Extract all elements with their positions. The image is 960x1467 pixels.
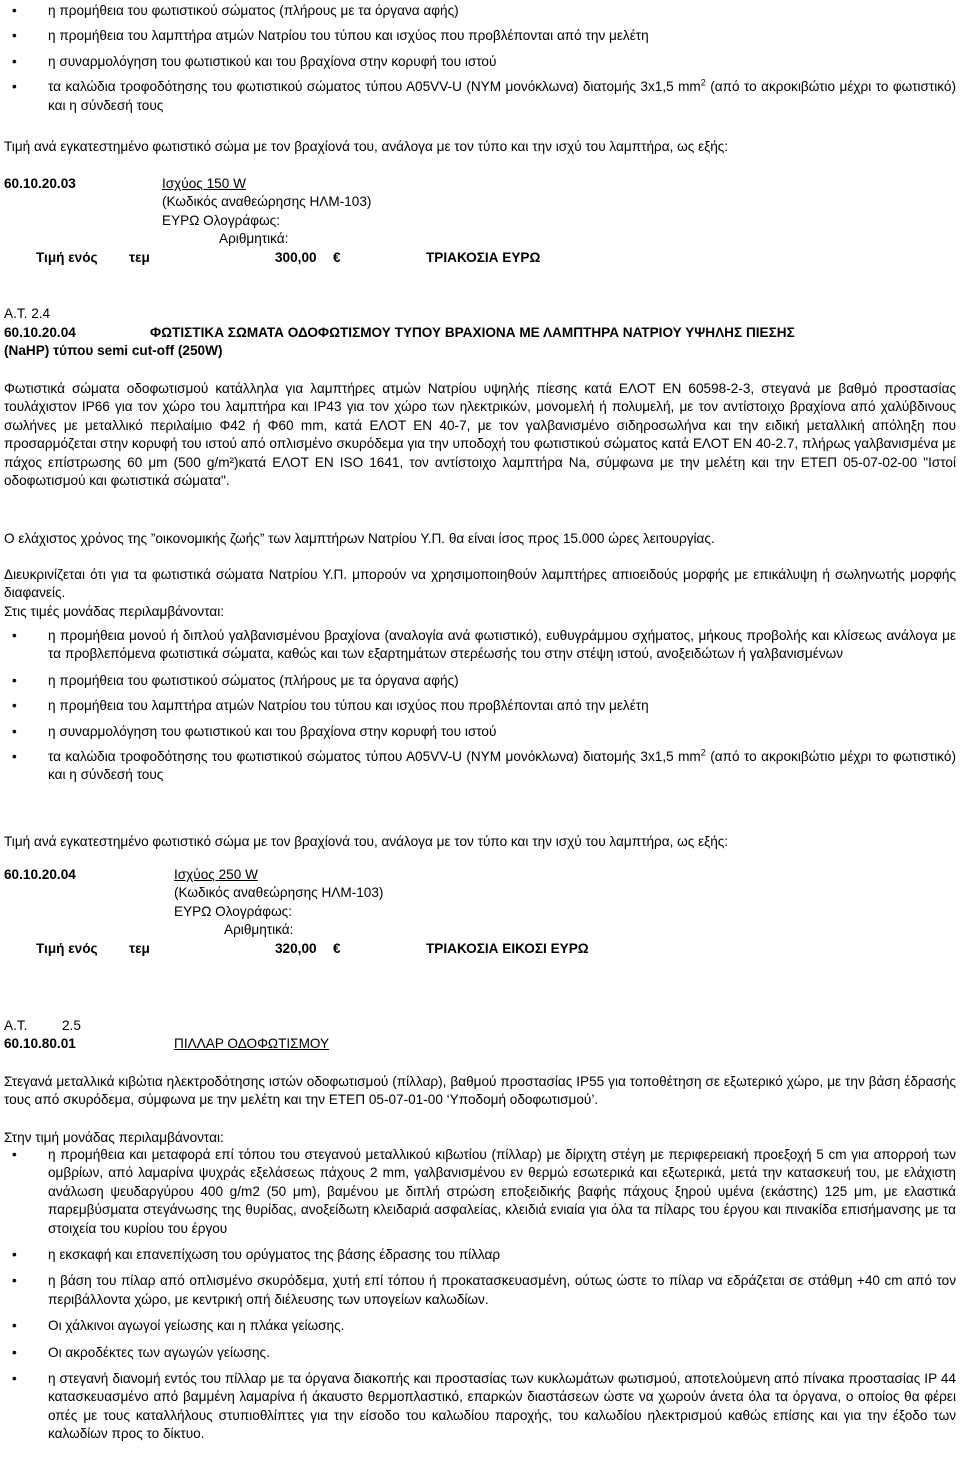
amount-words: ΤΡΙΑΚΟΣΙΑ ΕΥΡΩ	[426, 249, 541, 265]
includes-label-3: Στην τιμή μονάδας περιλαμβάνονται:	[4, 1130, 224, 1145]
includes-label: Στις τιμές μονάδας περιλαμβάνονται:	[4, 604, 225, 619]
revision-code: (Κωδικός αναθεώρησης ΗΛΜ-103)	[162, 194, 372, 210]
list-item: • η προμήθεια του φωτιστικού σώματος (πλήρους με τα όργανα αφής)	[4, 2, 956, 20]
article-3-description: Στεγανά μεταλλικά κιβώτια ηλεκτροδότησης ιστών οδοφωτισμού (πίλλαρ), βαθμού προστασίας IP55 για τοποθέτηση σε εξωτερικό χώρο, με την βάση έδρασής τους από σκυρόδεμα, σύμφωνα με την μελέτη και την ΕΤΕΠ 05-07-01-00 ‘Υποδομή οδοφωτισμού’.	[4, 1074, 956, 1108]
article-number-value: 2.5	[62, 1018, 81, 1033]
numeric-label: Αριθμητικά:	[224, 922, 294, 938]
list-item: • η προμήθεια μονού ή διπλού γαλβανισμένου βραχίονα (αναλογία ανά φωτιστικό), ευθυγράμμου σχήματος, μήκους προβολής και κλίσεως ανάλογα με τα προβλεπόμενα φωτιστικά σώματα, καθώς και των εξαρτημάτων στερέωσής του στην στέψη ιστού, ανοξειδώτων ή γαλβανισμένων	[12, 628, 956, 662]
euro-icon: €	[333, 249, 341, 265]
bullet-icon: •	[12, 1247, 17, 1263]
amount: 300,00	[275, 249, 317, 265]
item-code: 60.10.20.04	[4, 325, 76, 340]
price-intro: Τιμή ανά εγκατεστημένο φωτιστικό σώμα με τον βραχίονά του, ανάλογα με τον τύπο και την ισχύ του λαμπτήρα, ως εξής:	[4, 139, 729, 154]
article-title: ΠΙΛΛΑΡ ΟΔΟΦΩΤΙΣΜΟΥ	[174, 1036, 330, 1052]
bullet-icon: •	[12, 28, 17, 44]
list-item: • Οι ακροδέκτες των αγωγών γείωσης.	[4, 1344, 956, 1362]
list-item: • τα καλώδια τροφοδότησης του φωτιστικού σώματος τύπου Α05VV-U (ΝΥΜ μονόκλωνα) διατομής 3x1,5 $mm^2$ (από το ακροκιβώτιο μέχρι το φωτιστικό) και η σύνδεσή τους	[12, 747, 956, 783]
list-item: • η προμήθεια του φωτιστικού σώματος (πλήρους με τα όργανα αφής)	[4, 672, 956, 690]
numeric-label: Αριθμητικά:	[219, 231, 289, 247]
article-2-bullets	[4, 627, 956, 785]
unit-price-label: Τιμή ενός	[36, 249, 98, 265]
price-item-150w	[4, 175, 956, 267]
article-title: ΦΩΤΙΣΤΙΚΑ ΣΩΜΑΤΑ ΟΔΟΦΩΤΙΣΜΟΥ ΤΥΠΟΥ ΒΡΑΧΙΟΝΑ ΜΕ ΛΑΜΠΤΗΡΑ ΝΑΤΡΙΟΥ ΥΨΗΛΗΣ ΠΙΕΣΗΣ	[150, 325, 795, 340]
bullet-icon: •	[12, 1147, 17, 1162]
item-power: Ισχύος 150 W	[162, 176, 246, 191]
article-title-cont: (NaHP) τύπου semi cut-off (250W)	[4, 343, 223, 359]
bullet-icon: •	[12, 672, 17, 688]
amount-words: ΤΡΙΑΚΟΣΙΑ ΕΙΚΟΣΙ ΕΥΡΩ	[426, 940, 589, 956]
clarification: Διευκρινίζεται ότι για τα φωτιστικά σώματα Νατρίου Υ.Π. μπορούν να χρησιμοποιηθούν λαμπτήρες απιοειδούς μορφής με επικάλυψη ή σωληνωτής μορφής διαφανείς.	[4, 567, 956, 601]
item-code: 60.10.20.03	[4, 176, 76, 191]
bullet-icon: •	[12, 1318, 17, 1334]
item-code: 60.10.20.04	[4, 867, 76, 882]
article-3-title	[4, 1017, 956, 1054]
words-label: ΕΥΡΩ Ολογράφως:	[162, 212, 281, 228]
list-item: • τα καλώδια τροφοδότησης του φωτιστικού σώματος τύπου Α05VV-U (ΝΥΜ μονόκλωνα) διατομής 3x1,5 $mm^2$ (από το ακροκιβώτιο μέχρι το φωτιστικό) και η σύνδεσή τους	[12, 77, 956, 113]
bullet-icon: •	[12, 698, 17, 714]
bullet-icon: •	[12, 1273, 17, 1289]
item-code: 60.10.80.01	[4, 1036, 76, 1052]
bullet-icon: •	[12, 1371, 17, 1387]
article-2-title	[4, 324, 956, 361]
article-number: Α.Τ. 2.4	[4, 306, 51, 321]
list-item: • η βάση του πίλαρ από οπλισμένο σκυρόδεμα, χυτή επί τόπου ή προκατασκευασμένη, ούτως ώστε το πίλαρ να εδράζεται σε στάθμη +40 cm από τον περιβάλλοντα χώρο, με κεντρική οπή διέλευσης των υπογείων καλωδίων.	[12, 1273, 956, 1307]
bullet-icon: •	[12, 628, 17, 643]
article-number: Α.Τ.	[4, 1018, 28, 1033]
economic-life: Ο ελάχιστος χρόνος της ”οικονομικής ζωής” των λαμπτήρων Νατρίου Υ.Π. θα είναι ίσος προς 15.000 ώρες λειτουργίας.	[4, 531, 715, 546]
article-3-bullets	[4, 1146, 956, 1444]
article-2-description: Φωτιστικά σώματα οδοφωτισμού κατάλληλα για λαμπτήρες ατμών Νατρίου υψηλής πίεσης κατά ΕΛΟΤ ΕΝ 60598-2-3, στεγανά με βαθμό προστασίας τουλάχιστον IP66 για τον χώρο του λαμπτήρα και IP43 για τον χώρο των ηλεκτρικών, μονομελή ή πολυμελή, με τον αντίστοιχο βραχίονα από χαλύβδινους σωλήνες με μεταλλικό περιλαίμιο Φ42 ή Φ60 mm, κατά ΕΛΟΤ ΕΝ 40-7, με τον γαλβανισμένο σιδηροσωλήνα και την ειδική μεταλλική απόληξη που προσαρμόζεται στην κορυφή του ιστού από οπλισμένο σκυρόδεμα για την υποδοχή του φωτιστικού σώματος κατά ΕΛΟΤ ΕΝ 40-2.7, πλήρως γαλβανισμένα με πάχος επίστρωσης 60 μm (500 g/m²)κατά ΕΛΟΤ ΕΝ ISO 1641, τον αντίστοιχο λαμπτήρα Na, σύμφωνα με την μελέτη και την ΕΤΕΠ 05-07-02-00 "Ιστοί οδοφωτισμού και φωτιστικά σώματα".	[4, 381, 956, 489]
unit-price-label: Τιμή ενός	[36, 940, 98, 956]
price-intro-2: Τιμή ανά εγκατεστημένο φωτιστικό σώμα με τον βραχίονά του, ανάλογα με τον τύπο και την ισχύ του λαμπτήρα, ως εξής:	[4, 834, 729, 849]
list-item: • η συναρμολόγηση του φωτιστικού και του βραχίονα στην κορυφή του ιστού	[4, 723, 956, 741]
top-bullet-list	[4, 2, 956, 115]
bullet-icon: •	[12, 749, 17, 765]
list-item: • η εκσκαφή και επανεπίχωση του ορύγματος της βάσης έδρασης του πίλλαρ	[4, 1246, 956, 1264]
unit-label: τεμ	[129, 940, 150, 956]
amount: 320,00	[275, 940, 317, 956]
list-item: • η προμήθεια και μεταφορά επί τόπου του στεγανού μεταλλικού κιβωτίου (πίλλαρ) με δίριχτη στέγη με περιφερειακή προεξοχή 5 cm για απορροή των ομβρίων, από λαμαρίνα ψυχράς εξελάσεως πάχους 2 mm, γαλβανισμένου εν θερμώ εσωτερικά και εξωτερικά, μετά την κατασκευή του, με ελάχιστη ανάλωση ψευδαργύρου 400 g/m2 (50 μm), βαμένου με διπλή στρώση εποξειδικής βαφής πάχους ξηρού υμένα (εκάστης) 125 μm, με ελαστικά παρεμβύσματα στεγάνωσης της θυρίδας, ανοξείδωτη κλειδαριά ασφαλείας, κλειδιά ενιαία για όλα τα πίλαρς του έργου και πινακίδα επισήμανσης με τα στοιχεία του κυρίου του έργου	[12, 1147, 956, 1236]
bullet-icon: •	[12, 1344, 17, 1360]
price-item-250w	[4, 866, 956, 958]
unit-label: τεμ	[129, 249, 150, 265]
bullet-icon: •	[12, 3, 17, 18]
list-item: • η συναρμολόγηση του φωτιστικού και του βραχίονα στην κορυφή του ιστού	[4, 53, 956, 71]
item-power: Ισχύος 250 W	[174, 867, 258, 882]
list-item: • η προμήθεια του λαμπτήρα ατμών Νατρίου του τύπου και ισχύος που προβλέπονται από την μελέτη	[4, 697, 956, 715]
bullet-icon: •	[12, 723, 17, 739]
list-item: • Οι χάλκινοι αγωγοί γείωσης και η πλάκα γείωσης.	[4, 1317, 956, 1335]
bullet-icon: •	[12, 53, 17, 69]
words-label: ΕΥΡΩ Ολογράφως:	[174, 903, 293, 919]
bullet-icon: •	[12, 79, 17, 95]
list-item: • η προμήθεια του λαμπτήρα ατμών Νατρίου του τύπου και ισχύος που προβλέπονται από την μελέτη	[4, 27, 956, 45]
revision-code: (Κωδικός αναθεώρησης ΗΛΜ-103)	[174, 885, 384, 901]
euro-icon: €	[333, 940, 341, 956]
list-item: • η στεγανή διανομή εντός του πίλλαρ με τα όργανα διακοπής και προστασίας των κυκλωμάτων φωτισμού, αποτελούμενη από πίνακα προστασίας IP 44 κατασκευασμένο από βαμμένη λαμαρίνα ή άκαυστο θερμοπλαστικό, επαρκών διαστάσεων ώστε να χωρούν άνετα όλα τα όργανα, ο οποίος θα φέρει οπές με τους καταλλήλους στυπιοθλίπτες για την είσοδο του καλωδίου παροχής, του καλωδίου ηλεκτρισμού καθώς επίσης και για την έξοδο των καλωδίων προς το δίκτυο.	[12, 1371, 956, 1442]
